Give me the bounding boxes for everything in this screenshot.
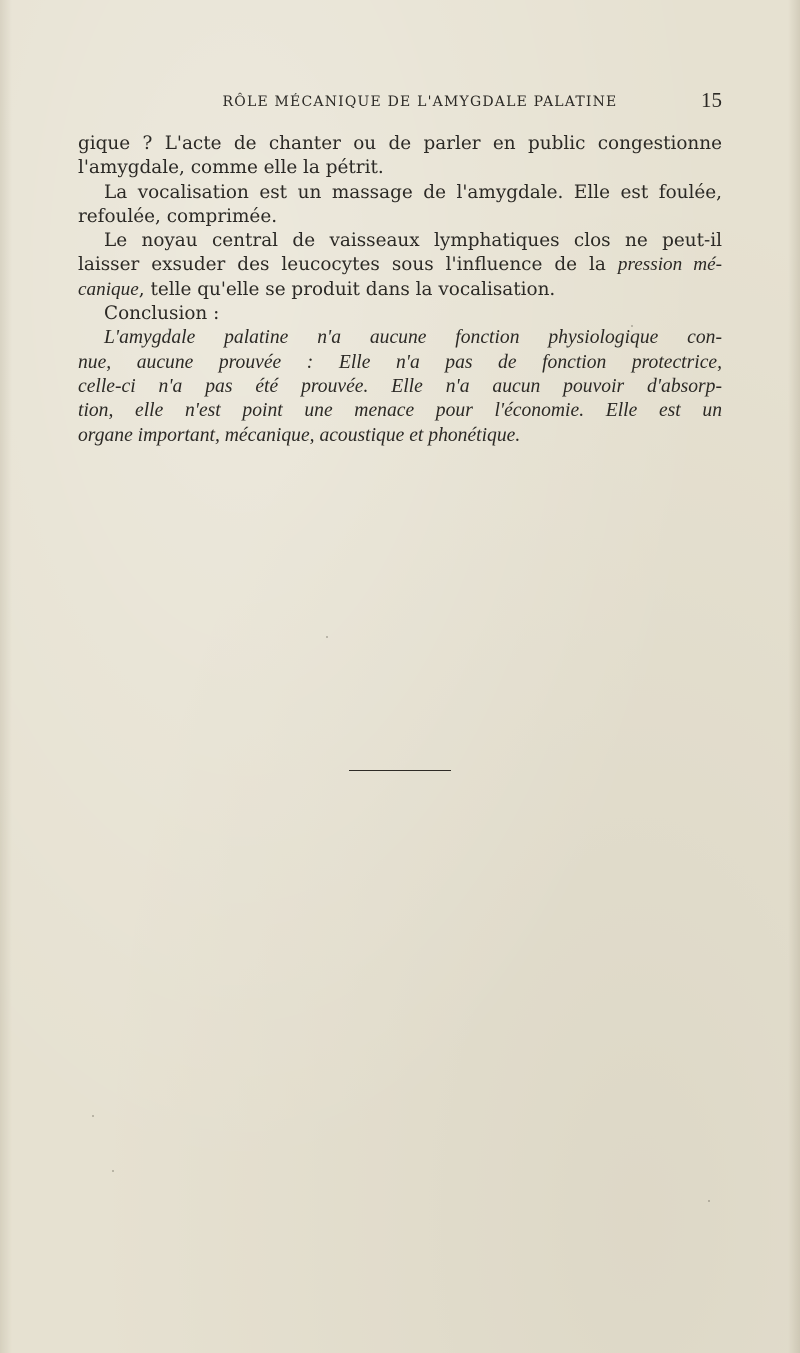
text-run: , telle qu'elle se produit dans la vocalisation. [138, 278, 556, 300]
conclusion-heading: Conclusion : [104, 303, 220, 325]
body-text [78, 132, 722, 448]
paper-speck [92, 1115, 94, 1117]
page-number: 15 [701, 88, 722, 112]
text-run: laisser exsuder des leucocytes sous l'influence de la [78, 254, 618, 276]
conclusion-line: organe important, mécanique, acoustique et phonétique. [78, 424, 521, 446]
text-line [78, 253, 722, 277]
italic-run: canique [78, 278, 139, 300]
italic-run: pression mé- [617, 254, 722, 276]
text-line: refoulée, comprimée. [78, 205, 278, 227]
end-rule [349, 770, 451, 771]
text-line: La vocalisation est un massage de l'amygdale. Elle est foulée, [104, 181, 722, 203]
conclusion-line: celle-ci n'a pas été prouvée. Elle n'a aucun pouvoir d'absorp- [78, 375, 722, 397]
conclusion-line: tion, elle n'est point une menace pour l'économie. Elle est un [78, 400, 722, 422]
text-line [78, 278, 722, 302]
text-line: Le noyau central de vaisseaux lymphatiques clos ne peut-il [104, 230, 722, 252]
running-head [78, 88, 722, 114]
paper-speck [112, 1170, 114, 1172]
conclusion-line: nue, aucune prouvée : Elle n'a pas de fonction protectrice, [78, 351, 722, 373]
text-line: gique ? L'acte de chanter ou de parler en public congestionne [78, 133, 722, 154]
paper-speck [631, 325, 633, 327]
page-right-edge [788, 0, 800, 1353]
text-line: l'amygdale, comme elle la pétrit. [78, 157, 384, 179]
paper-speck [326, 636, 328, 638]
paper-speck [708, 1200, 710, 1202]
page-left-edge [0, 0, 12, 1353]
running-title: RÔLE MÉCANIQUE DE L'AMYGDALE PALATINE [222, 94, 618, 110]
conclusion-line: L'amygdale palatine n'a aucune fonction physiologique con- [104, 327, 722, 349]
